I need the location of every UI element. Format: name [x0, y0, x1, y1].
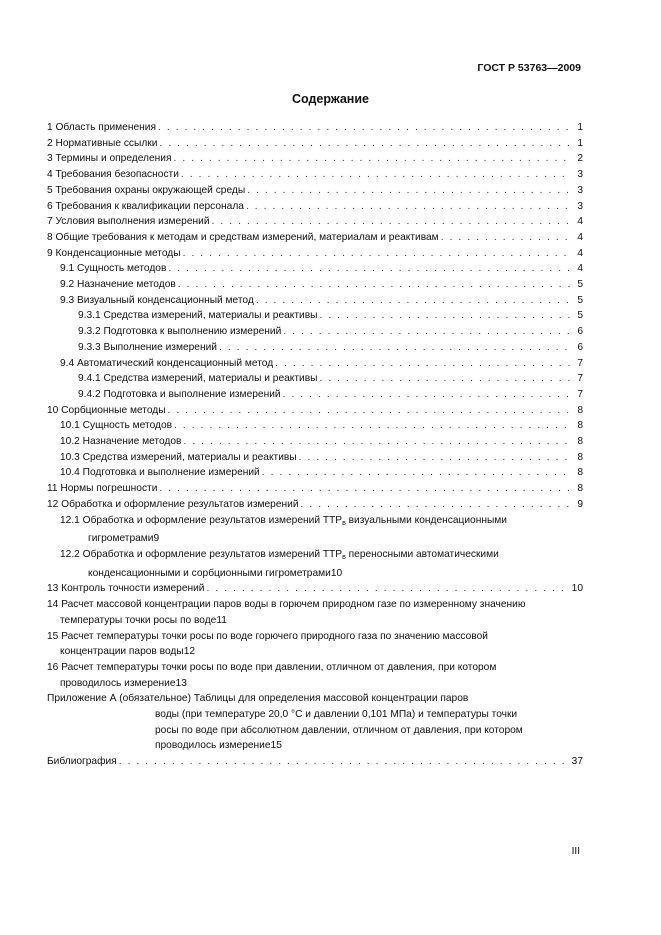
toc-entry-14[interactable]: 14 Расчет массовой концентрации паров воды в горючем природном газе по измеренному значению температуры точки росы по воде 11: [47, 599, 526, 626]
table-of-contents: [47, 120, 583, 770]
standard-header: ГОСТ Р 53763—2009: [477, 62, 581, 74]
toc-entry-9[interactable]: 9 Конденсационные методы . . . 4: [47, 246, 583, 262]
toc-entry-10-1[interactable]: 10.1 Сущность методов . . . 8: [47, 418, 583, 434]
toc-entry-12-2[interactable]: 12.2 Обработка и оформление результатов измерений $ТТР_в$ переносными автоматическими конденсационными и сорбционными гигрометрами 10: [60, 548, 499, 579]
toc-entry-6[interactable]: 6 Требования к квалификации персонала . . . 3: [47, 199, 583, 215]
toc-entry-2[interactable]: 2 Нормативные ссылки . . . 1: [47, 136, 583, 152]
toc-entry-11[interactable]: 11 Нормы погрешности . . . 8: [47, 481, 583, 497]
toc-entry-10-3[interactable]: 10.3 Средства измерений, материалы и реактивы . . . 8: [47, 450, 583, 466]
toc-entry-10-2[interactable]: 10.2 Назначение методов . . . 8: [47, 434, 583, 450]
toc-entry-4[interactable]: 4 Требования безопасности . . . 3: [47, 167, 583, 183]
toc-entry-9-3-1[interactable]: 9.3.1 Средства измерений, материалы и реактивы . . . 5: [47, 308, 583, 324]
toc-entry-16[interactable]: 16 Расчет температуры точки росы по воде при давлении, отличном от давления, при котором проводилось измерение 13: [47, 661, 497, 689]
page-title: Содержание: [291, 92, 369, 106]
toc-entry-appendix-a[interactable]: Приложение А (обязательное) Таблицы для определения массовой концентрации паров воды (при температуре 20,0 °С и давлении 0,101 МПа) и температуры точки росы по воде при абсолютном давлении, отличном от давления, при котором проводилось измерение 15: [47, 693, 523, 752]
toc-entry-7[interactable]: 7 Условия выполнения измерений . . . 4: [47, 214, 583, 230]
toc-entry-10[interactable]: 10 Сорбционные методы . . . 8: [47, 403, 583, 419]
page-number: III: [571, 846, 580, 857]
toc-entry-13[interactable]: 13 Контроль точности измерений . . . 10: [47, 581, 583, 597]
toc-entry-9-3-3[interactable]: 9.3.3 Выполнение измерений . . . 6: [47, 340, 583, 356]
toc-entry-9-3[interactable]: 9.3 Визуальный конденсационный метод . . . 5: [47, 293, 583, 309]
toc-entry-bibliography[interactable]: Библиография . . . 37: [47, 754, 583, 770]
toc-entry-12[interactable]: 12 Обработка и оформление результатов измерений . . . 9: [47, 497, 583, 513]
toc-entry-1[interactable]: 1 Область применения . . . 1: [47, 120, 583, 136]
toc-entry-5[interactable]: 5 Требования охраны окружающей среды . . . 3: [47, 183, 583, 199]
toc-entry-3[interactable]: 3 Термины и определения . . . 2: [47, 151, 583, 167]
toc-entry-9-3-2[interactable]: 9.3.2 Подготовка к выполнению измерений . . . 6: [47, 324, 583, 340]
toc-entry-9-2[interactable]: 9.2 Назначение методов . . . 5: [47, 277, 583, 293]
toc-entry-15[interactable]: 15 Расчет температуры точки росы по воде горючего природного газа по значению массовой концентрации паров воды 12: [47, 630, 488, 658]
toc-entry-9-4[interactable]: 9.4 Автоматический конденсационный метод . . . 7: [47, 356, 583, 372]
toc-entry-9-1[interactable]: 9.1 Сущность методов . . . 4: [47, 261, 583, 277]
toc-entry-12-1[interactable]: 12.1 Обработка и оформление результатов измерений $ТТР_в$ визуальными конденсационными гигрометрами 9: [60, 514, 507, 545]
toc-entry-10-4[interactable]: 10.4 Подготовка и выполнение измерений . . . 8: [47, 465, 583, 481]
toc-entry-8[interactable]: 8 Общие требования к методам и средствам измерений, материалам и реактивам . . . 4: [47, 230, 583, 246]
toc-entry-9-4-1[interactable]: 9.4.1 Средства измерений, материалы и реактивы . . . 7: [47, 371, 583, 387]
toc-entry-9-4-2[interactable]: 9.4.2 Подготовка и выполнение измерений . . . 7: [47, 387, 583, 403]
